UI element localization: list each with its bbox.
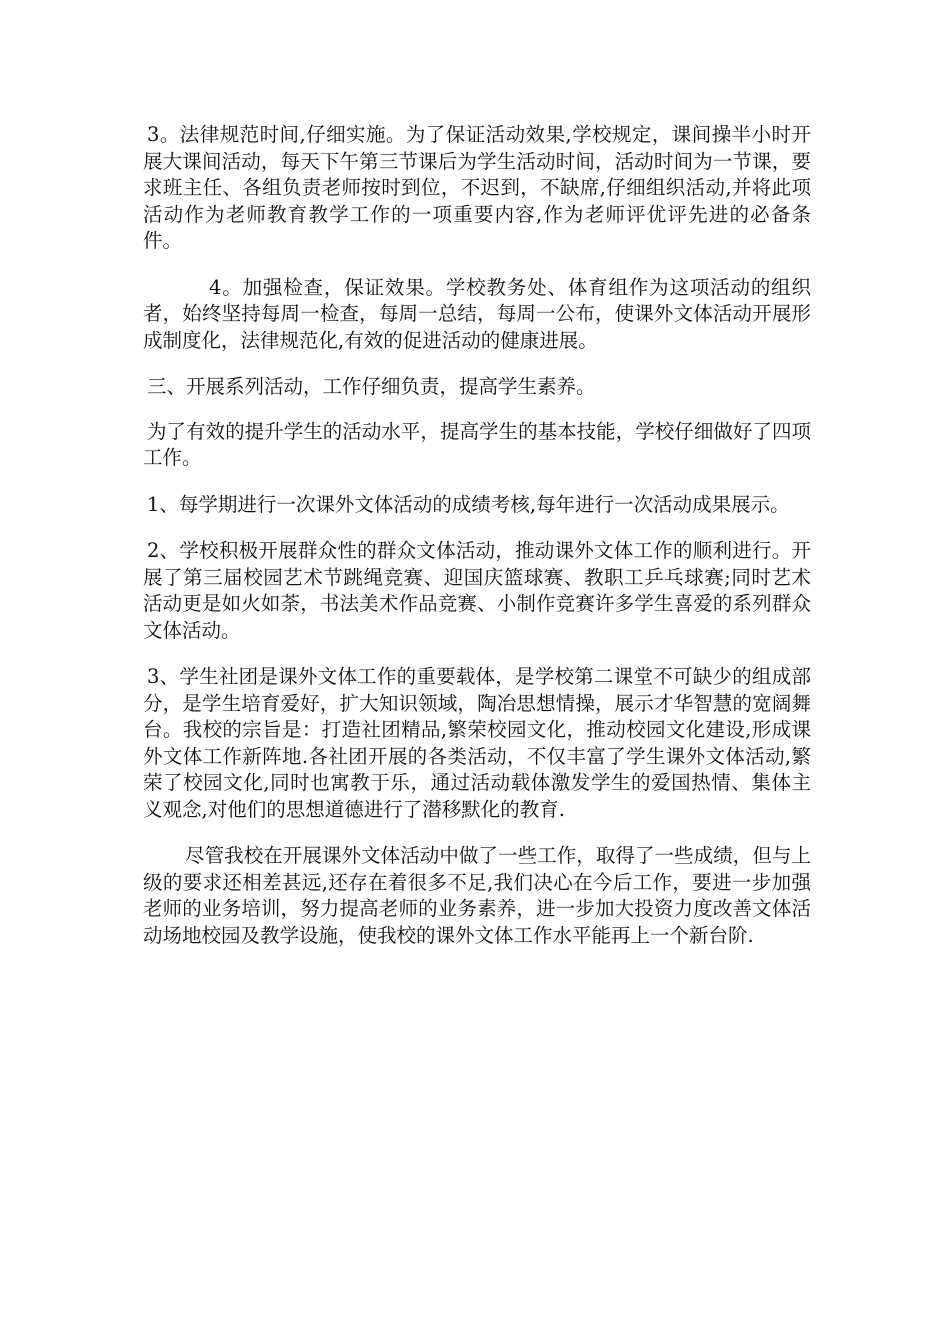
paragraph-item-1: 1、每学期进行一次课外文体活动的成绩考核,每年进行一次活动成果展示。 bbox=[147, 492, 790, 516]
document-body bbox=[143, 122, 811, 969]
paragraph-item-3: 3、学生社团是课外文体工作的重要载体，是学校第二课堂不可缺少的组成部分，是学生培育爱好，扩大知识领域，陶冶思想情操，展示才华智慧的宽阔舞台。我校的宗旨是：打造社团精品,繁荣校园文化，推动校园文化建设,形成课外文体工作新阵地.各社团开展的各类活动，不仅丰富了学生课外文体活动,繁荣了校园文化,同时也寓教于乐，通过活动载体激发学生的爱国热情、集体主义观念,对他们的思想道德进行了潜移默化的教育. bbox=[143, 665, 811, 821]
section-heading-three: 三、开展系列活动，工作仔细负责，提高学生素养。 bbox=[147, 375, 596, 398]
paragraph-four-tasks-intro: 为了有效的提升学生的活动水平，提高学生的基本技能，学校仔细做好了四项工作。 bbox=[143, 419, 811, 469]
paragraph-regulation-time: 3。法律规范时间,仔细实施。为了保证活动效果,学校规定，课间操半小时开展大课间活动，每天下午第三节课后为学生活动时间，活动时间为一节课，要求班主任、各组负责老师按时到位，不迟到，不缺席,仔细组织活动,并将此项活动作为老师教育教学工作的一项重要内容,作为老师评优评先进的必备条件。 bbox=[143, 123, 811, 252]
paragraph-inspection: 4。加强检查，保证效果。学校教务处、体育组作为这项活动的组织者，始终坚持每周一检查，每周一总结，每周一公布，使课外文体活动开展形成制度化，法律规范化,有效的促进活动的健康进展。 bbox=[143, 275, 811, 352]
paragraph-conclusion: 尽管我校在开展课外文体活动中做了一些工作，取得了一些成绩，但与上级的要求还相差甚远,还存在着很多不足,我们决心在今后工作，要进一步加强老师的业务培训，努力提高老师的业务素养，进一步加大投资力度改善文体活动场地校园及教学设施，使我校的课外文体工作水平能再上一个新台阶. bbox=[143, 844, 811, 947]
paragraph-item-2: 2、学校积极开展群众性的群众文体活动，推动课外文体工作的顺利进行。开展了第三届校园艺术节跳绳竞赛、迎国庆篮球赛、教职工乒乓球赛;同时艺术活动更是如火如荼，书法美术作品竞赛、小制作竞赛许多学生喜爱的系列群众文体活动。 bbox=[143, 539, 811, 642]
